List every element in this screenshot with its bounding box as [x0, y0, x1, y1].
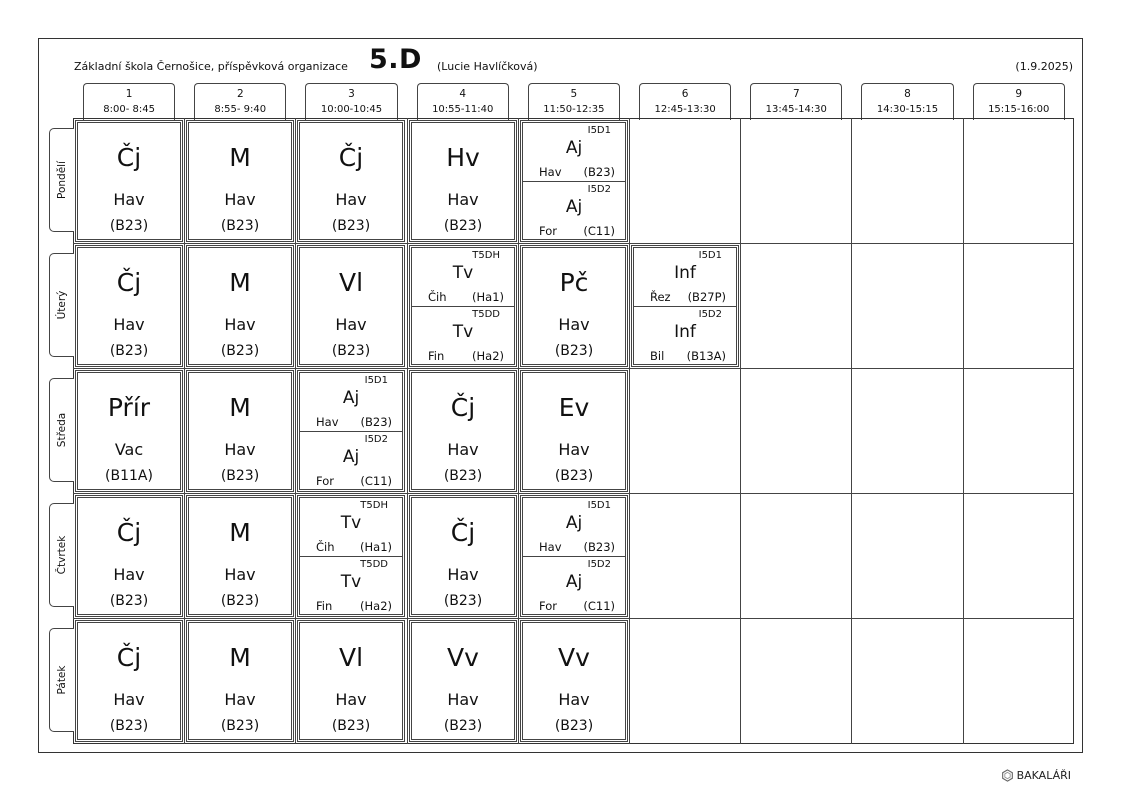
period-time: 8:00- 8:45: [103, 104, 155, 115]
lesson-cell: [409, 620, 517, 742]
grid-vline: [740, 118, 741, 744]
subject-label: Vv: [558, 643, 590, 672]
room-label: (B13A): [686, 349, 726, 363]
lesson-group: [523, 556, 625, 615]
period-header-1: [83, 83, 175, 120]
subject-label: M: [229, 268, 251, 297]
group-code: I5D2: [587, 184, 611, 195]
day-label-3: [49, 378, 74, 482]
room-label: (B23): [443, 468, 483, 484]
lesson-cell-split: [409, 245, 517, 367]
subject-label: Čj: [338, 143, 364, 172]
lesson-cell: [409, 370, 517, 492]
lesson-cell: [186, 620, 294, 742]
teacher-label: Hav: [447, 565, 479, 584]
day-label-2: [49, 253, 74, 357]
period-time: 12:45-13:30: [654, 104, 716, 115]
lesson-cell: [186, 120, 294, 242]
lesson-cell: [520, 370, 628, 492]
period-number: 1: [125, 88, 133, 100]
teacher-label: Hav: [224, 440, 256, 459]
teacher-label: For: [539, 599, 557, 613]
teacher-label: For: [316, 474, 334, 488]
room-label: (C11): [360, 474, 392, 488]
bakalari-logo-icon: [1001, 769, 1014, 782]
subject-label: Čj: [116, 643, 142, 672]
room-label: (B27P): [687, 290, 726, 304]
lesson-group: [523, 181, 625, 240]
subject-label: Vl: [338, 643, 364, 672]
teacher-label: For: [539, 224, 557, 238]
period-time: 11:50-12:35: [543, 104, 605, 115]
group-code: I5D2: [587, 559, 611, 570]
subject-label: Tv: [452, 322, 474, 342]
period-header-6: [639, 83, 731, 120]
day-label-5: [49, 628, 74, 732]
room-label: (Ha1): [472, 290, 504, 304]
teacher-label: Hav: [558, 440, 590, 459]
grid-hline: [73, 618, 1074, 619]
subject-label: M: [229, 143, 251, 172]
room-label: (Ha2): [472, 349, 504, 363]
grid-vline: [295, 118, 296, 744]
teacher-label: Hav: [316, 415, 339, 429]
group-code: I5D2: [364, 434, 388, 445]
lesson-cell-split: [297, 495, 405, 617]
group-code: T5DH: [360, 500, 388, 511]
lesson-group: [300, 373, 402, 431]
lesson-group: [412, 306, 514, 365]
room-label: (B23): [109, 218, 149, 234]
lesson-cell: [186, 245, 294, 367]
room-label: (Ha1): [360, 540, 392, 554]
teacher-label: Fin: [316, 599, 333, 613]
period-number: 6: [681, 88, 689, 100]
teacher-label: Hav: [539, 540, 562, 554]
day-name: Úterý: [56, 290, 68, 320]
lesson-cell: [297, 245, 405, 367]
period-time: 10:55-11:40: [432, 104, 494, 115]
subject-label: M: [229, 393, 251, 422]
room-label: (B23): [331, 218, 371, 234]
lesson-cell: [75, 370, 183, 492]
group-code: T5DD: [472, 309, 500, 320]
room-label: (C11): [583, 224, 615, 238]
group-code: T5DH: [472, 250, 500, 261]
lesson-cell-split: [631, 245, 739, 367]
period-time: 15:15-16:00: [988, 104, 1050, 115]
lesson-cell: [75, 120, 183, 242]
room-label: (B23): [443, 593, 483, 609]
subject-label: Aj: [565, 138, 583, 158]
subject-label: M: [229, 518, 251, 547]
teacher-label: Hav: [539, 165, 562, 179]
teacher-label: Hav: [113, 565, 145, 584]
lesson-group: [634, 248, 736, 306]
room-label: (B23): [220, 218, 260, 234]
period-number: 5: [570, 88, 578, 100]
subject-label: Vv: [447, 643, 479, 672]
teacher-label: Hav: [224, 190, 256, 209]
room-label: (B11A): [105, 468, 153, 484]
subject-label: Čj: [116, 518, 142, 547]
brand-label: BAKALÁŘI: [1016, 769, 1071, 782]
room-label: (Ha2): [360, 599, 392, 613]
teacher-label: Čih: [316, 540, 335, 554]
group-code: T5DD: [360, 559, 388, 570]
room-label: (C11): [583, 599, 615, 613]
period-number: 8: [904, 88, 911, 100]
lesson-cell: [409, 495, 517, 617]
subject-label: Tv: [340, 572, 362, 592]
lesson-cell-split: [520, 120, 628, 242]
teacher-label: Hav: [558, 690, 590, 709]
subject-label: Tv: [452, 263, 474, 283]
room-label: (B23): [443, 718, 483, 734]
group-code: I5D1: [698, 250, 722, 261]
subject-label: Ev: [558, 393, 590, 422]
subject-label: Pč: [559, 268, 589, 297]
lesson-cell: [297, 120, 405, 242]
room-label: (B23): [109, 343, 149, 359]
day-name: Pátek: [56, 665, 68, 695]
group-code: I5D2: [698, 309, 722, 320]
subject-label: Aj: [565, 572, 583, 592]
subject-label: Čj: [116, 268, 142, 297]
teacher-label: Hav: [113, 315, 145, 334]
school-name: Základní škola Černošice, příspěvková organizace: [74, 60, 348, 73]
teacher-label: Hav: [335, 690, 367, 709]
group-code: I5D1: [587, 500, 611, 511]
room-label: (B23): [109, 593, 149, 609]
period-header-4: [417, 83, 509, 120]
lesson-group: [634, 306, 736, 365]
subject-label: Aj: [342, 388, 360, 408]
room-label: (B23): [220, 718, 260, 734]
period-number: 3: [348, 88, 355, 100]
teacher-label: Bil: [650, 349, 665, 363]
room-label: (B23): [360, 415, 392, 429]
room-label: (B23): [220, 343, 260, 359]
teacher-label: Hav: [447, 190, 479, 209]
day-name: Pondělí: [56, 161, 68, 199]
room-label: (B23): [583, 165, 615, 179]
lesson-group: [300, 431, 402, 490]
lesson-cell-split: [297, 370, 405, 492]
subject-label: Přír: [107, 393, 151, 422]
period-header-7: [750, 83, 842, 120]
teacher-label: Hav: [335, 315, 367, 334]
lesson-group: [300, 556, 402, 615]
room-label: (B23): [583, 540, 615, 554]
room-label: (B23): [331, 343, 371, 359]
teacher-label: Hav: [224, 315, 256, 334]
lesson-group: [412, 248, 514, 306]
room-label: (B23): [554, 468, 594, 484]
subject-label: Hv: [446, 143, 480, 172]
lesson-cell-split: [520, 495, 628, 617]
subject-label: Čj: [116, 143, 142, 172]
subject-label: Aj: [565, 197, 583, 217]
room-label: (B23): [220, 468, 260, 484]
period-header-2: [194, 83, 286, 120]
subject-label: Inf: [674, 263, 696, 283]
lesson-group: [523, 123, 625, 181]
teacher-label: Hav: [558, 315, 590, 334]
room-label: (B23): [443, 218, 483, 234]
day-name: Středa: [56, 412, 68, 448]
period-header-5: [528, 83, 620, 120]
room-label: (B23): [554, 718, 594, 734]
teacher-label: Vac: [114, 440, 144, 459]
grid-hline: [73, 243, 1074, 244]
period-number: 2: [236, 88, 244, 100]
lesson-cell: [75, 620, 183, 742]
lesson-group: [523, 498, 625, 556]
grid-vline: [851, 118, 852, 744]
subject-label: Vl: [338, 268, 364, 297]
subject-label: Čj: [450, 393, 476, 422]
subject-label: Tv: [340, 513, 362, 533]
period-time: 13:45-14:30: [765, 104, 827, 115]
teacher-label: Hav: [224, 565, 256, 584]
period-number: 4: [459, 88, 467, 100]
room-label: (B23): [331, 718, 371, 734]
group-code: I5D1: [587, 125, 611, 136]
grid-vline: [518, 118, 519, 744]
lesson-cell: [520, 245, 628, 367]
lesson-cell: [75, 245, 183, 367]
teacher-label: Hav: [447, 440, 479, 459]
teacher-label: Hav: [335, 190, 367, 209]
teacher-label: Hav: [447, 690, 479, 709]
room-label: (B23): [554, 343, 594, 359]
room-label: (B23): [220, 593, 260, 609]
grid-hline: [73, 368, 1074, 369]
period-number: 7: [792, 88, 800, 100]
period-number: 9: [1015, 88, 1023, 100]
teacher-label: Řez: [650, 290, 671, 304]
bakalari-brand: [1001, 769, 1071, 782]
lesson-cell: [409, 120, 517, 242]
lesson-cell: [75, 495, 183, 617]
valid-from-date: (1.9.2025): [1015, 60, 1073, 73]
teacher-label: Hav: [113, 690, 145, 709]
subject-label: Inf: [674, 322, 696, 342]
period-header-9: [973, 83, 1065, 120]
subject-label: Aj: [565, 513, 583, 533]
teacher-label: Čih: [428, 290, 447, 304]
class-name: 5.D: [369, 44, 422, 75]
subject-label: M: [229, 643, 251, 672]
teacher-label: Hav: [224, 690, 256, 709]
lesson-group: [300, 498, 402, 556]
lesson-cell: [297, 620, 405, 742]
grid-vline: [407, 118, 408, 744]
period-time: 8:55- 9:40: [214, 104, 267, 115]
class-teacher: (Lucie Havlíčková): [437, 60, 538, 73]
teacher-label: Hav: [113, 190, 145, 209]
day-label-1: [49, 128, 74, 232]
lesson-cell: [520, 620, 628, 742]
grid-vline: [629, 118, 630, 744]
grid-hline: [73, 493, 1074, 494]
group-code: I5D1: [364, 375, 388, 386]
lesson-cell: [186, 495, 294, 617]
period-time: 10:00-10:45: [320, 104, 383, 115]
subject-label: Čj: [450, 518, 476, 547]
subject-label: Aj: [342, 447, 360, 467]
teacher-label: Fin: [428, 349, 445, 363]
grid-vline: [184, 118, 185, 744]
lesson-cell: [186, 370, 294, 492]
day-name: Čtvrtek: [56, 535, 68, 575]
period-header-8: [861, 83, 953, 120]
grid-vline: [963, 118, 964, 744]
day-label-4: [49, 503, 74, 607]
room-label: (B23): [109, 718, 149, 734]
period-header-3: [305, 83, 397, 120]
period-time: 14:30-15:15: [876, 104, 939, 115]
